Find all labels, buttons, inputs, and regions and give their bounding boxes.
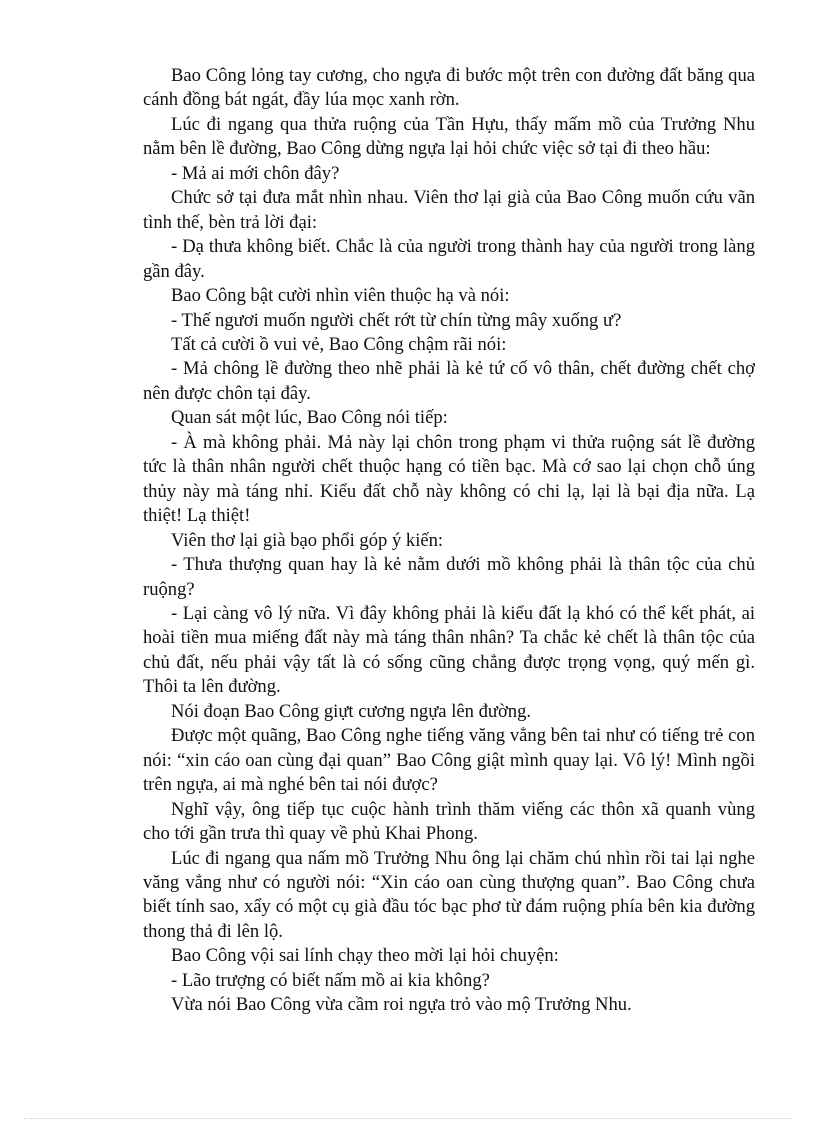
page-bottom-divider	[24, 1118, 792, 1119]
dialogue-line: - Lão trượng có biết nấm mồ ai kia không?	[171, 969, 490, 991]
dialogue-line: - Mả ai mới chôn đây?	[171, 162, 340, 184]
dialogue-line: - À mà không phải. Mả này lại chôn trong phạm vi thửa ruộng sát lề đường tức là thân nhân người chết thuộc hạng có tiền bạc. Mà cớ sao lại chọn chỗ úng thủy này mà táng nhỉ. Kiểu đất chỗ này không có chi lạ, lại là bại địa nữa. Lạ thiệt! Lạ thiệt!	[143, 431, 755, 527]
paragraph: Chức sở tại đưa mắt nhìn nhau. Viên thơ lại già của Bao Công muốn cứu vãn tình thế, bèn trả lời đại:	[143, 187, 755, 233]
paragraph: Bao Công bật cười nhìn viên thuộc hạ và nói:	[171, 285, 510, 307]
dialogue-line: - Mả chông lề đường theo nhẽ phải là kẻ tứ cố vô thân, chết đường chết chợ nên được chôn tại đây.	[143, 358, 755, 404]
dialogue-line: - Lại càng vô lý nữa. Vì đây không phải là kiểu đất lạ khó có thể kết phát, ai hoài tiền mua miếng đất này mà táng thân nhân? Ta chắc kẻ chết là thân tộc của chủ đất, nếu phải vậy tất là có sống cũng chẳng được trọng vọng, quý mến gì. Thôi ta lên đường.	[143, 602, 755, 698]
document-page	[143, 64, 755, 1018]
paragraph: Viên thơ lại già bạo phổi góp ý kiến:	[171, 529, 444, 551]
dialogue-line: - Thưa thượng quan hay là kẻ nằm dưới mồ không phải là thân tộc của chủ ruộng?	[143, 554, 755, 600]
dialogue-line: - Dạ thưa không biết. Chắc là của người trong thành hay của người trong làng gần đây.	[143, 236, 755, 282]
paragraph: Lúc đi ngang qua nấm mồ Trưởng Nhu ông lại chăm chú nhìn rồi tai lại nghe văng vẳng như có người nói: “Xin cáo oan cùng thượng quan”. Bao Công chưa biết tính sao, xẩy có một cụ già đầu tóc bạc phơ từ đám ruộng phía bên kia đường thong thả đi lên lộ.	[143, 847, 755, 942]
paragraph: Bao Công vội sai lính chạy theo mời lại hỏi chuyện:	[171, 945, 559, 967]
dialogue-line: - Thế ngươi muốn người chết rớt từ chín từng mây xuống ư?	[171, 309, 622, 331]
paragraph: Quan sát một lúc, Bao Công nói tiếp:	[171, 407, 448, 429]
paragraph: Nói đoạn Bao Công giựt cương ngựa lên đường.	[171, 700, 532, 722]
paragraph: Bao Công lỏng tay cương, cho ngựa đi bước một trên con đường đất băng qua cánh đồng bát ngát, đầy lúa mọc xanh rờn.	[143, 65, 755, 111]
paragraph: Được một quãng, Bao Công nghe tiếng văng vẳng bên tai như có tiếng trẻ con nói: “xin cáo oan cùng đại quan” Bao Công giật mình quay lại. Vô lý! Mình ngồi trên ngựa, ai mà nghé bên tai nói được?	[143, 725, 755, 796]
paragraph: Nghĩ vậy, ông tiếp tục cuộc hành trình thăm viếng các thôn xã quanh vùng cho tới gần trưa thì quay về phủ Khai Phong.	[143, 798, 755, 845]
paragraph: Lúc đi ngang qua thửa ruộng của Tần Hựu, thấy mấm mồ của Trưởng Nhu nằm bên lề đường, Bao Công dừng ngựa lại hỏi chức việc sở tại đi theo hầu:	[143, 113, 755, 160]
paragraph: Vừa nói Bao Công vừa cầm roi ngựa trỏ vào mộ Trưởng Nhu.	[171, 994, 632, 1016]
paragraph: Tất cả cười ồ vui vẻ, Bao Công chậm rãi nói:	[171, 333, 507, 355]
